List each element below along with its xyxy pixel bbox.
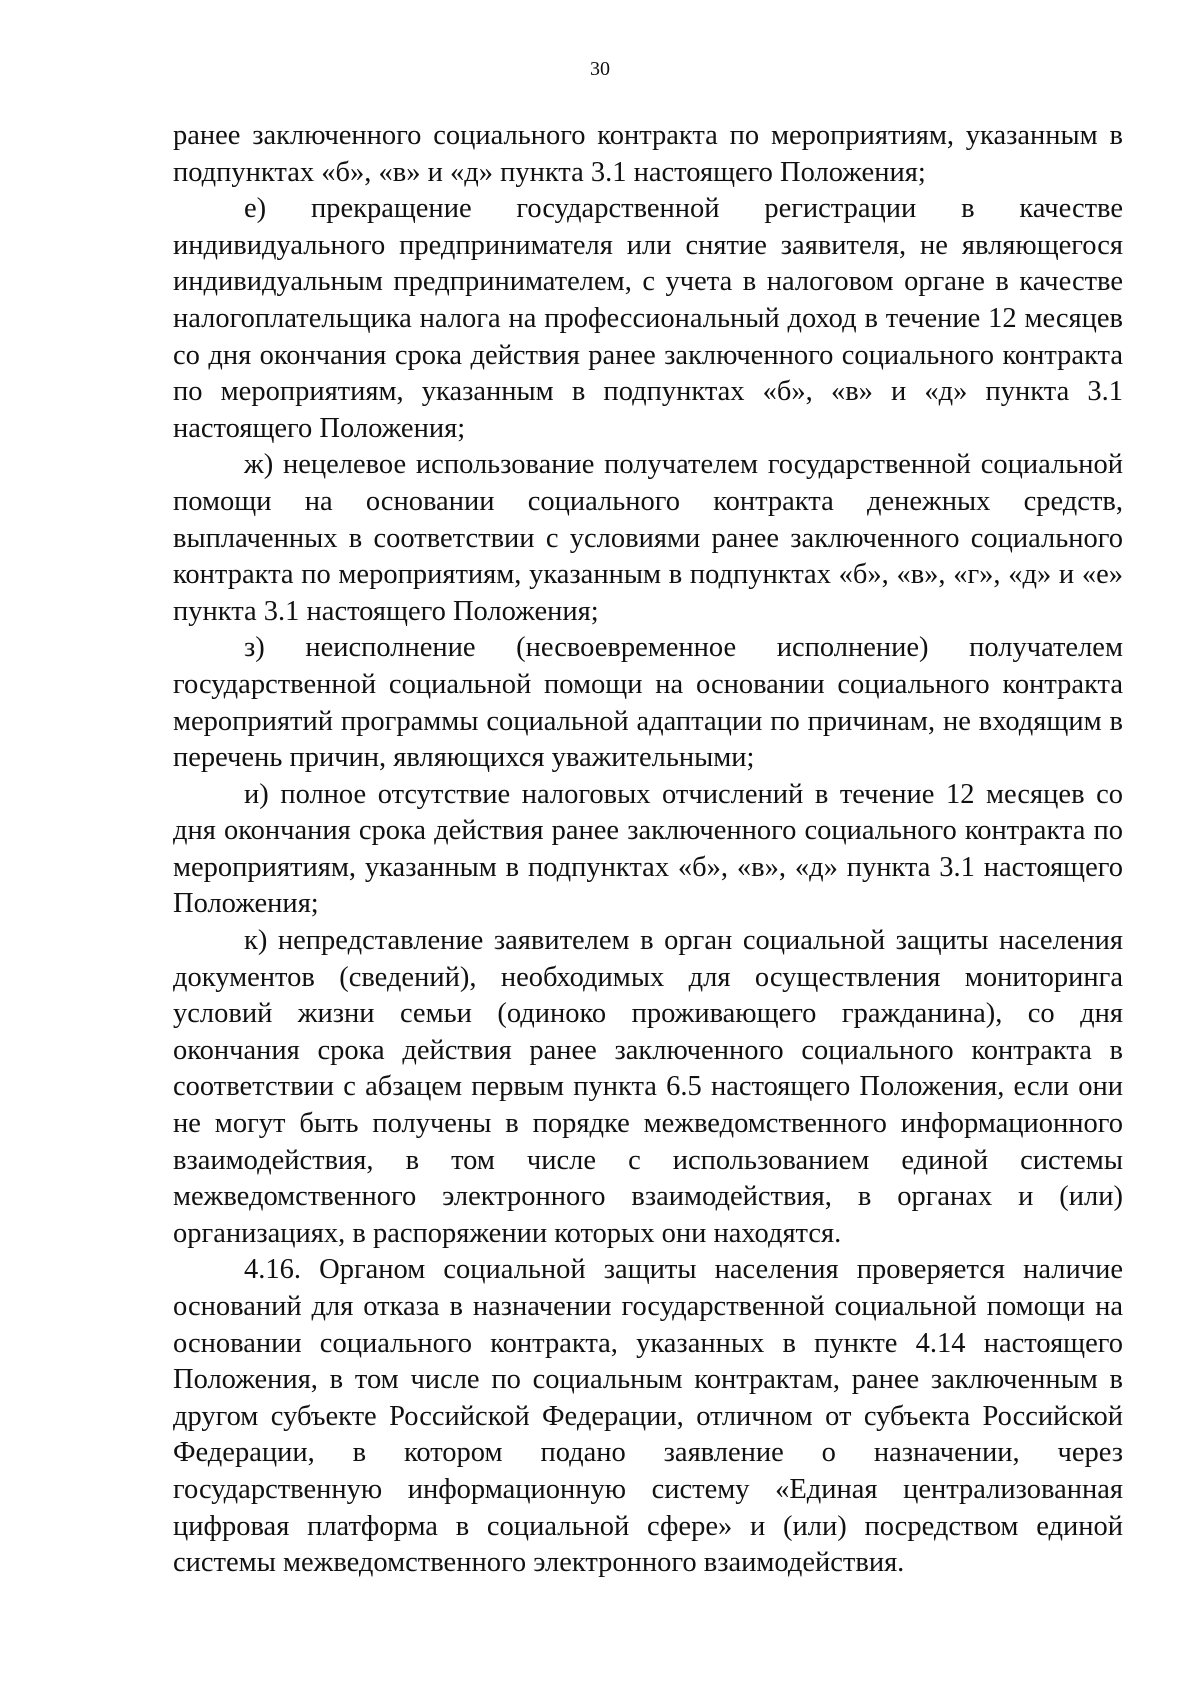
paragraph-item-i: и) полное отсутствие налоговых отчислений в течение 12 месяцев со дня окончания срока действия ранее заключенного социального контракта по мероприятиям, указанным в подпунктах «б», «в», «д» пункта 3.1 настоящего Положения; [173,778,1123,920]
page-number: 30 [590,58,610,80]
document-body [173,118,1123,1582]
paragraph-continuation: ранее заключенного социального контракта по мероприятиям, указанным в подпунктах «б», «в» и «д» пункта 3.1 настоящего Положения; [173,120,1123,188]
paragraph-item-k: к) непредставление заявителем в орган социальной защиты населения документов (сведений), необходимых для осуществления мониторинга условий жизни семьи (одиноко проживающего гражданина), со дня окончания срока действия ранее заключенного социального контракта в соответствии с абзацем первым пункта 6.5 настоящего Положения, если они не могут быть получены в порядке межведомственного информационного взаимодействия, в том числе с использованием единой системы межведомственного электронного взаимодействия, в органах и (или) организациях, в распоряжении которых они находятся. [173,925,1123,1249]
paragraph-item-zh: ж) нецелевое использование получателем государственной социальной помощи на основании социального контракта денежных средств, выплаченных в соответствии с условиями ранее заключенного социального контракта по мероприятиям, указанным в подпунктах «б», «в», «г», «д» и «е» пункта 3.1 настоящего Положения; [173,449,1123,627]
paragraph-item-e: е) прекращение государственной регистрации в качестве индивидуального предпринимателя или снятие заявителя, не являющегося индивидуальным предпринимателем, с учета в налоговом органе в качестве налогоплательщика налога на профессиональный доход в течение 12 месяцев со дня окончания срока действия ранее заключенного социального контракта по мероприятиям, указанным в подпунктах «б», «в» и «д» пункта 3.1 настоящего Положения; [173,193,1123,444]
paragraph-item-z: з) неисполнение (несвоевременное исполнение) получателем государственной социальной помощи на основании социального контракта мероприятий программы социальной адаптации по причинам, не входящим в перечень причин, являющихся уважительными; [173,632,1123,774]
paragraph-clause-4-16: 4.16. Органом социальной защиты населения проверяется наличие оснований для отказа в назначении государственной социальной помощи на основании социального контракта, указанных в пункте 4.14 настоящего Положения, в том числе по социальным контрактам, ранее заключенным в другом субъекте Российской Федерации, отличном от субъекта Российской Федерации, в котором подано заявление о назначении, через государственную информационную систему «Единая централизованная цифровая платформа в социальной сфере» и (или) посредством единой системы межведомственного электронного взаимодействия. [173,1254,1123,1579]
